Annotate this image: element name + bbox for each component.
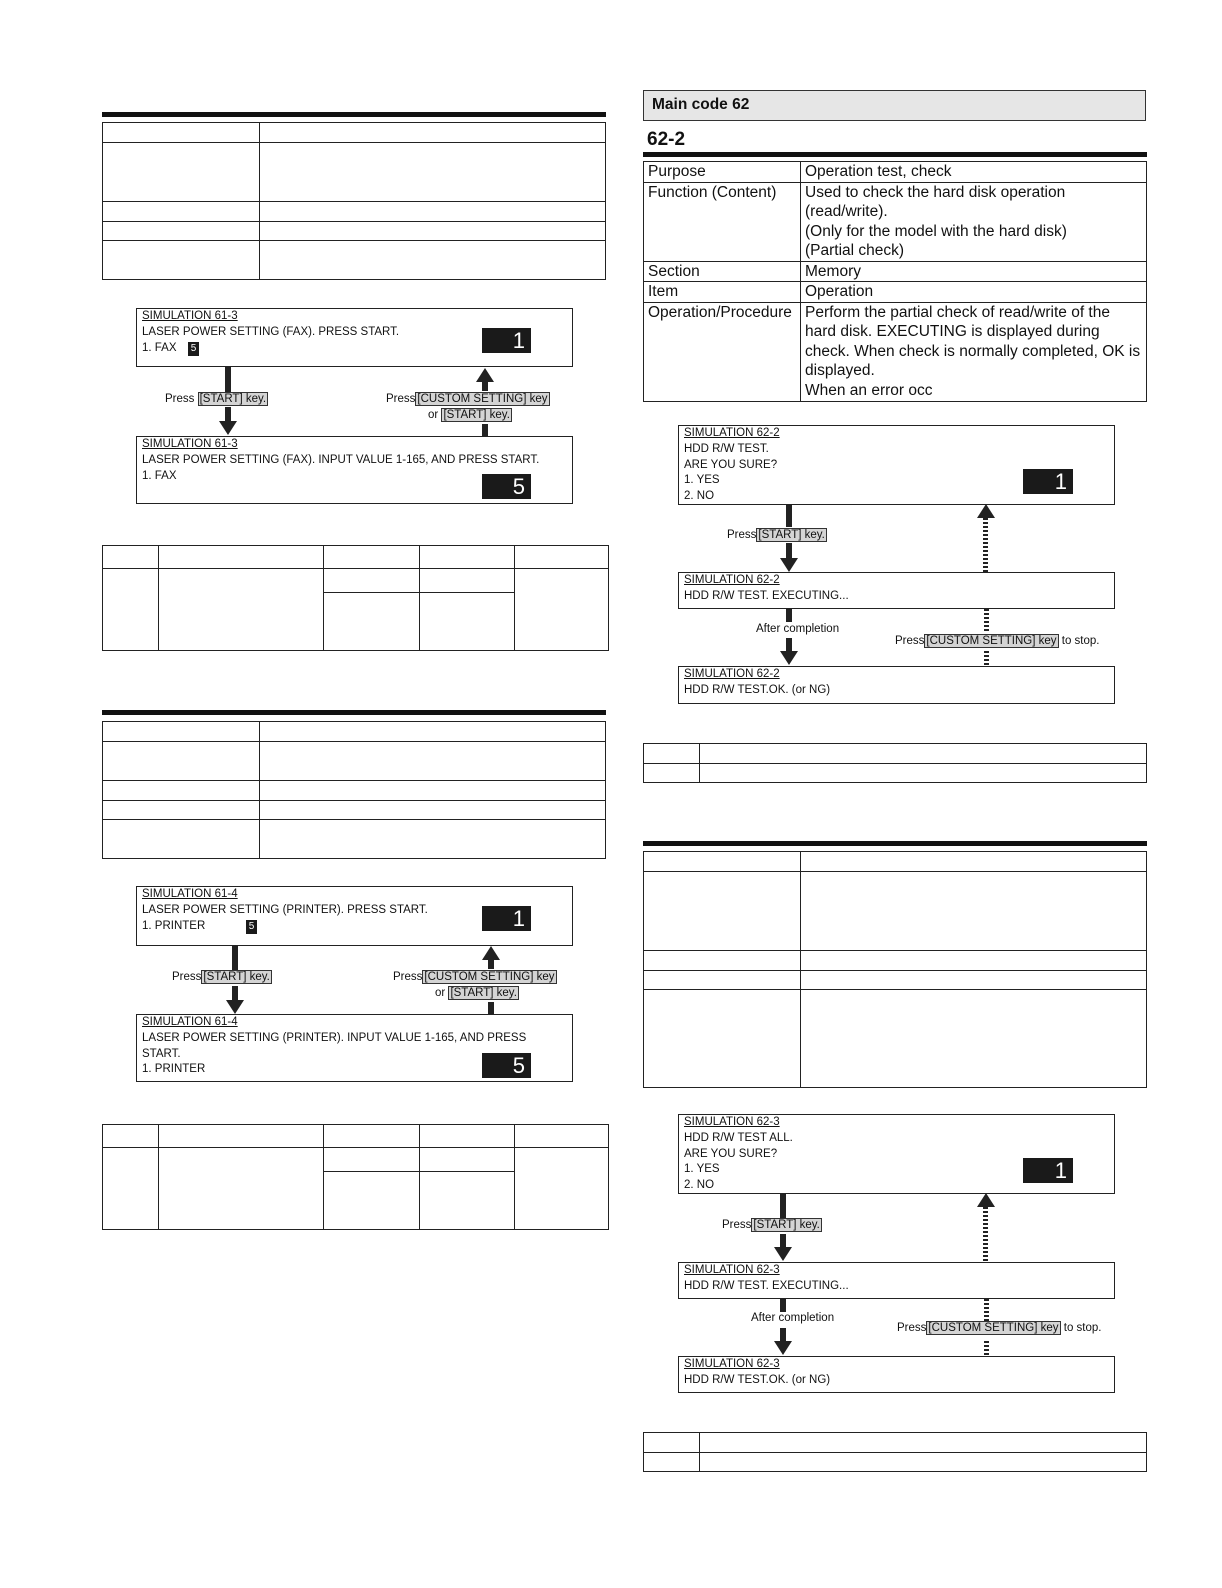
start-key: [START] key. (450, 987, 517, 999)
screen-title: SIMULATION 62-2 (684, 668, 780, 680)
screen-line: 1. PRINTER (142, 1063, 206, 1076)
instruction-label: Press [START] key. (172, 971, 270, 983)
arrow-up-icon (977, 504, 995, 518)
screen-line: HDD R/W TEST.OK. (or NG) (684, 1373, 831, 1386)
custom-setting-key: [CUSTOM SETTING] key (926, 635, 1057, 647)
screen-title: SIMULATION 61-3 (142, 310, 238, 322)
flow-bar (482, 424, 488, 436)
screen-line: HDD R/W TEST.OK. (or NG) (684, 683, 831, 696)
screen-line: HDD R/W TEST. (684, 442, 769, 455)
screen-line: LASER POWER SETTING (FAX). PRESS START. (142, 325, 400, 338)
custom-setting-key: [CUSTOM SETTING] key (928, 1322, 1059, 1334)
row-value: Operation test, check (801, 162, 1147, 183)
main-code-header: Main code 62 (643, 90, 1146, 121)
flow-bar (232, 986, 238, 1000)
stop-instruction-label: Press [CUSTOM SETTING] key to stop. (897, 1322, 1102, 1334)
arrow-down-icon (219, 421, 237, 435)
note-table-62-2 (643, 743, 1147, 783)
flow-bar (482, 382, 488, 391)
arrow-down-icon (780, 651, 798, 665)
row-value: Operation (801, 282, 1147, 303)
arrow-down-icon (774, 1341, 792, 1355)
stop-instruction-label: Press [CUSTOM SETTING] key to stop. (895, 635, 1100, 647)
note-table-62-3 (643, 1432, 1147, 1472)
row-value: Memory (801, 261, 1147, 282)
arrow-up-icon (476, 368, 494, 382)
row-label: Function (Content) (644, 182, 801, 261)
screen-line: HDD R/W TEST. EXECUTING... (684, 1279, 849, 1292)
flow-bar (780, 1194, 786, 1218)
value-display: 5 (482, 474, 531, 499)
section-rule (643, 841, 1147, 846)
small-value: 5 (188, 342, 199, 356)
flow-bar (488, 1002, 494, 1014)
screen-title: SIMULATION 62-3 (684, 1264, 780, 1276)
value-display: 5 (482, 1053, 531, 1078)
screen-title: SIMULATION 61-3 (142, 438, 238, 450)
instruction-label: Press [START] key. (727, 529, 825, 541)
small-value: 5 (246, 920, 257, 934)
screen-line: 1. FAX (142, 341, 177, 354)
dashed-flow (984, 1341, 989, 1356)
section-title: 62-2 (647, 129, 686, 150)
row-label: Item (644, 282, 801, 303)
row-label: Purpose (644, 162, 801, 183)
instruction-label: or [START] key. (435, 987, 517, 999)
arrow-down-icon (780, 558, 798, 572)
arrow-up-icon (482, 946, 500, 960)
row-value: Perform the partial check of read/write of the hard disk. EXECUTING is displayed during check. When check is normally completed, OK is displayed. When an error occ (801, 302, 1147, 401)
spec-table-62-3 (643, 851, 1147, 1088)
instruction-label: Press [CUSTOM SETTING] key (386, 393, 548, 405)
start-key: [START] key. (199, 393, 267, 405)
start-key: [START] key. (203, 971, 270, 983)
sim-screen-62-2-result (678, 666, 1115, 704)
spec-table-61-4 (102, 721, 606, 859)
setting-table-61-3 (102, 545, 609, 651)
custom-setting-key: [CUSTOM SETTING] key (417, 393, 548, 405)
instruction-label: Press [START] key. (722, 1219, 820, 1231)
screen-title: SIMULATION 61-4 (142, 1016, 238, 1028)
screen-line: 1. YES (684, 474, 720, 487)
flow-bar (780, 1328, 786, 1342)
custom-setting-key: [CUSTOM SETTING] key (424, 971, 555, 983)
section-rule (102, 710, 606, 715)
row-label: Operation/Procedure (644, 302, 801, 401)
screen-line: LASER POWER SETTING (FAX). INPUT VALUE 1-165, AND PRESS START. (142, 453, 540, 466)
after-completion-label: After completion (756, 623, 840, 635)
spec-table-62-2 (643, 161, 1147, 402)
sim-screen-62-3-result (678, 1356, 1115, 1393)
value-display: 1 (482, 906, 531, 931)
screen-line: ARE YOU SURE? (684, 1147, 778, 1160)
screen-line: HDD R/W TEST ALL. (684, 1131, 793, 1144)
arrow-down-icon (774, 1247, 792, 1261)
instruction-label: Press [CUSTOM SETTING] key (393, 971, 555, 983)
dashed-flow (983, 1207, 988, 1261)
sim-screen-62-2-executing (678, 572, 1115, 609)
flow-bar (225, 367, 231, 393)
screen-line: 1. FAX (142, 469, 177, 482)
screen-line: LASER POWER SETTING (PRINTER). PRESS START. (142, 903, 428, 916)
row-label: Section (644, 261, 801, 282)
screen-line: ARE YOU SURE? (684, 458, 778, 471)
flow-bar (488, 960, 494, 969)
arrow-up-icon (977, 1193, 995, 1207)
flow-bar (786, 543, 792, 558)
after-completion-label: After completion (751, 1312, 835, 1324)
dashed-flow (984, 651, 989, 666)
dashed-flow (984, 1299, 989, 1321)
screen-title: SIMULATION 62-3 (684, 1116, 780, 1128)
value-display: 1 (482, 328, 531, 353)
dashed-flow (984, 609, 989, 631)
flow-bar (225, 407, 231, 421)
section-rule (643, 152, 1147, 157)
instruction-label: Press [START] key. (165, 393, 267, 405)
screen-line: LASER POWER SETTING (PRINTER). INPUT VALUE 1-165, AND PRESS (142, 1031, 527, 1044)
value-display: 1 (1023, 1158, 1073, 1183)
screen-line: START. (142, 1047, 181, 1060)
screen-title: SIMULATION 62-2 (684, 574, 780, 586)
arrow-down-icon (226, 1000, 244, 1014)
value-display: 1 (1023, 469, 1073, 494)
flow-bar (786, 638, 792, 652)
row-value: Used to check the hard disk operation (read/write). (Only for the model with the hard disk) (Partial check) (801, 182, 1147, 261)
screen-line: HDD R/W TEST. EXECUTING... (684, 589, 849, 602)
screen-title: SIMULATION 61-4 (142, 888, 238, 900)
screen-title: SIMULATION 62-3 (684, 1358, 780, 1370)
sim-screen-62-3-executing (678, 1262, 1115, 1299)
start-key: [START] key. (443, 409, 510, 421)
flow-bar (780, 1234, 786, 1247)
spec-table-61-3 (102, 122, 606, 280)
flow-bar (232, 946, 238, 972)
flow-bar (786, 505, 792, 527)
instruction-label: or [START] key. (428, 409, 510, 421)
setting-table-61-4 (102, 1124, 609, 1230)
section-rule (102, 112, 606, 117)
screen-title: SIMULATION 62-2 (684, 427, 780, 439)
screen-line: 1. PRINTER (142, 919, 206, 932)
start-key: [START] key. (753, 1219, 820, 1231)
dashed-flow (983, 518, 988, 572)
screen-line: 2. NO (684, 1179, 715, 1192)
screen-line: 1. YES (684, 1163, 720, 1176)
screen-line: 2. NO (684, 490, 715, 503)
start-key: [START] key. (758, 529, 825, 541)
flow-bar (786, 609, 792, 622)
